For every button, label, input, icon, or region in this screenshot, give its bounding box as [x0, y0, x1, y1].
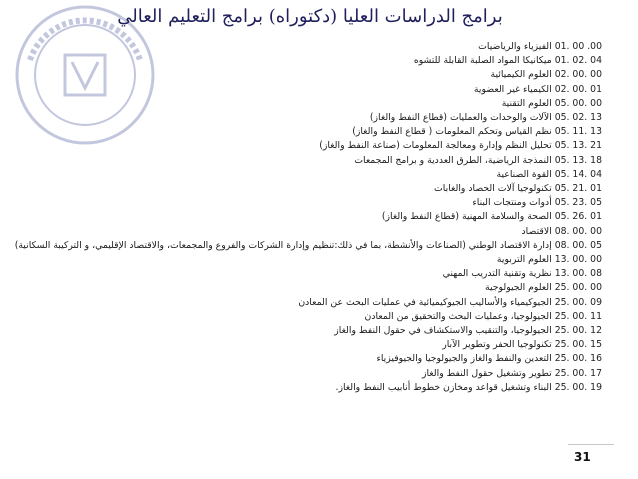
page-number: 31 — [574, 450, 591, 464]
program-list-item — [2, 239, 602, 253]
program-list-item — [2, 253, 602, 267]
program-code: 25. 00. 16 — [554, 353, 602, 365]
program-name: البناء وتشغيل قواعد ومخازن خطوط أنابيب النفط والغاز. — [335, 381, 552, 393]
program-name: التعدين والنفط والغاز والجيولوجيا والجيوفيزياء — [376, 353, 552, 365]
program-code: 08. 00. 05 — [554, 239, 602, 251]
program-code: 05. 23. 05 — [554, 197, 602, 209]
program-name: الآلات والوحدات والعمليات (قطاع النفط والغاز) — [369, 112, 552, 124]
program-list-item — [2, 139, 602, 153]
program-list — [2, 40, 602, 395]
program-code: 25. 00. 09 — [554, 296, 602, 308]
program-list-item — [2, 168, 602, 182]
program-code: 02. 00. 01 — [554, 83, 602, 95]
program-name: تطوير وتشغيل حقول النفط والغاز — [421, 367, 552, 379]
program-code: 25. 00. 19 — [554, 381, 602, 393]
program-list-item — [2, 83, 602, 97]
program-code: 25. 00. 12 — [554, 325, 602, 337]
program-list-item — [2, 196, 602, 210]
program-code: 08. 00. 00 — [554, 225, 602, 237]
program-name: الصحة والسلامة المهنية (قطاع النفط والغاز) — [381, 211, 552, 223]
program-name: أدوات ومنتجات البناء — [472, 197, 552, 209]
program-name: العلوم التقنية — [501, 97, 552, 109]
program-code: 05. 26. 01 — [554, 211, 602, 223]
program-code: 02. 00. 00 — [554, 69, 602, 81]
program-name: العلوم الكيميائية — [490, 69, 552, 81]
program-list-item — [2, 338, 602, 352]
program-code: 13. 00. 08 — [554, 268, 602, 280]
program-list-item — [2, 40, 602, 54]
program-name: ميكانيكا المواد الصلبة القابلة للتشوه — [413, 55, 552, 67]
program-list-item — [2, 225, 602, 239]
program-name: الكيمياء غير العضوية — [473, 83, 552, 95]
program-code: 01. 00 .00 — [554, 41, 602, 52]
program-name: تحليل النظم وإدارة ومعالجة المعلومات (صناعة النفط والغاز) — [319, 140, 552, 152]
program-name: الاقتصاد — [521, 225, 552, 237]
program-name: النمذجة الرياضية، الطرق العددية و برامج المجمعات — [354, 154, 552, 166]
program-code: 05. 13. 21 — [554, 140, 602, 152]
program-name: إدارة الاقتصاد الوطني (الصناعات والأنشطة، بما في ذلك:تنظيم وإدارة الشركات والفروع والمجمعات، والاقتصاد الإقليمي، و التركيبة السكانية) — [14, 239, 552, 251]
program-code: 25. 00. 17 — [554, 367, 602, 379]
program-list-item — [2, 367, 602, 381]
program-list-item — [2, 281, 602, 295]
program-name: الفيزياء والرياضيات — [478, 41, 552, 52]
program-list-item — [2, 267, 602, 281]
program-name: تكنولوجيا آلات الحصاد والغابات — [434, 183, 552, 195]
program-name: نظرية وتقنية التدريب المهني — [442, 268, 552, 280]
program-list-item — [2, 68, 602, 82]
program-name: العلوم الجيولوجية — [485, 282, 552, 294]
program-list-item — [2, 296, 602, 310]
program-name: تكنولوجيا الحفر وتطوير الآبار — [442, 339, 552, 351]
program-name: القوة الصناعية — [496, 168, 552, 180]
program-code: 25. 00. 00 — [554, 282, 602, 294]
program-code: 05. 14. 04 — [554, 168, 602, 180]
page-title: برامج الدراسات العليا (دكتوراه) برامج التعليم العالي — [117, 6, 503, 27]
program-name: الجيولوجيا، والتنقيب والاستكشاف في حقول النفط والغاز — [334, 325, 552, 337]
program-list-item — [2, 210, 602, 224]
program-name: نظم القياس وتحكم المعلومات ( قطاع النفط والغاز) — [352, 126, 552, 138]
program-code: 25. 00. 11 — [554, 310, 602, 322]
program-code: 25. 00. 15 — [554, 339, 602, 351]
program-code: 05. 11. 13 — [554, 126, 602, 138]
program-code: 05. 00. 00 — [554, 97, 602, 109]
program-name: العلوم التربوية — [496, 254, 552, 266]
program-list-item — [2, 125, 602, 139]
program-code: 05. 21. 01 — [554, 183, 602, 195]
program-code: 13. 00. 00 — [554, 254, 602, 266]
program-list-item — [2, 310, 602, 324]
program-code: 01. 02. 04 — [554, 55, 602, 67]
program-code: 05. 02. 13 — [554, 112, 602, 124]
program-list-item — [2, 111, 602, 125]
program-code: 05. 13. 18 — [554, 154, 602, 166]
program-list-item — [2, 381, 602, 395]
program-list-item — [2, 352, 602, 366]
program-name: الجيوكيمياء والأساليب الجيوكيميائية في عمليات البحث عن المعادن — [298, 296, 552, 308]
program-name: الجيولوجيا، وعمليات البحث والتحقيق من المعادن — [364, 310, 552, 322]
program-list-item — [2, 182, 602, 196]
program-list-item — [2, 324, 602, 338]
program-list-item — [2, 54, 602, 68]
program-list-item — [2, 97, 602, 111]
program-list-item — [2, 154, 602, 168]
